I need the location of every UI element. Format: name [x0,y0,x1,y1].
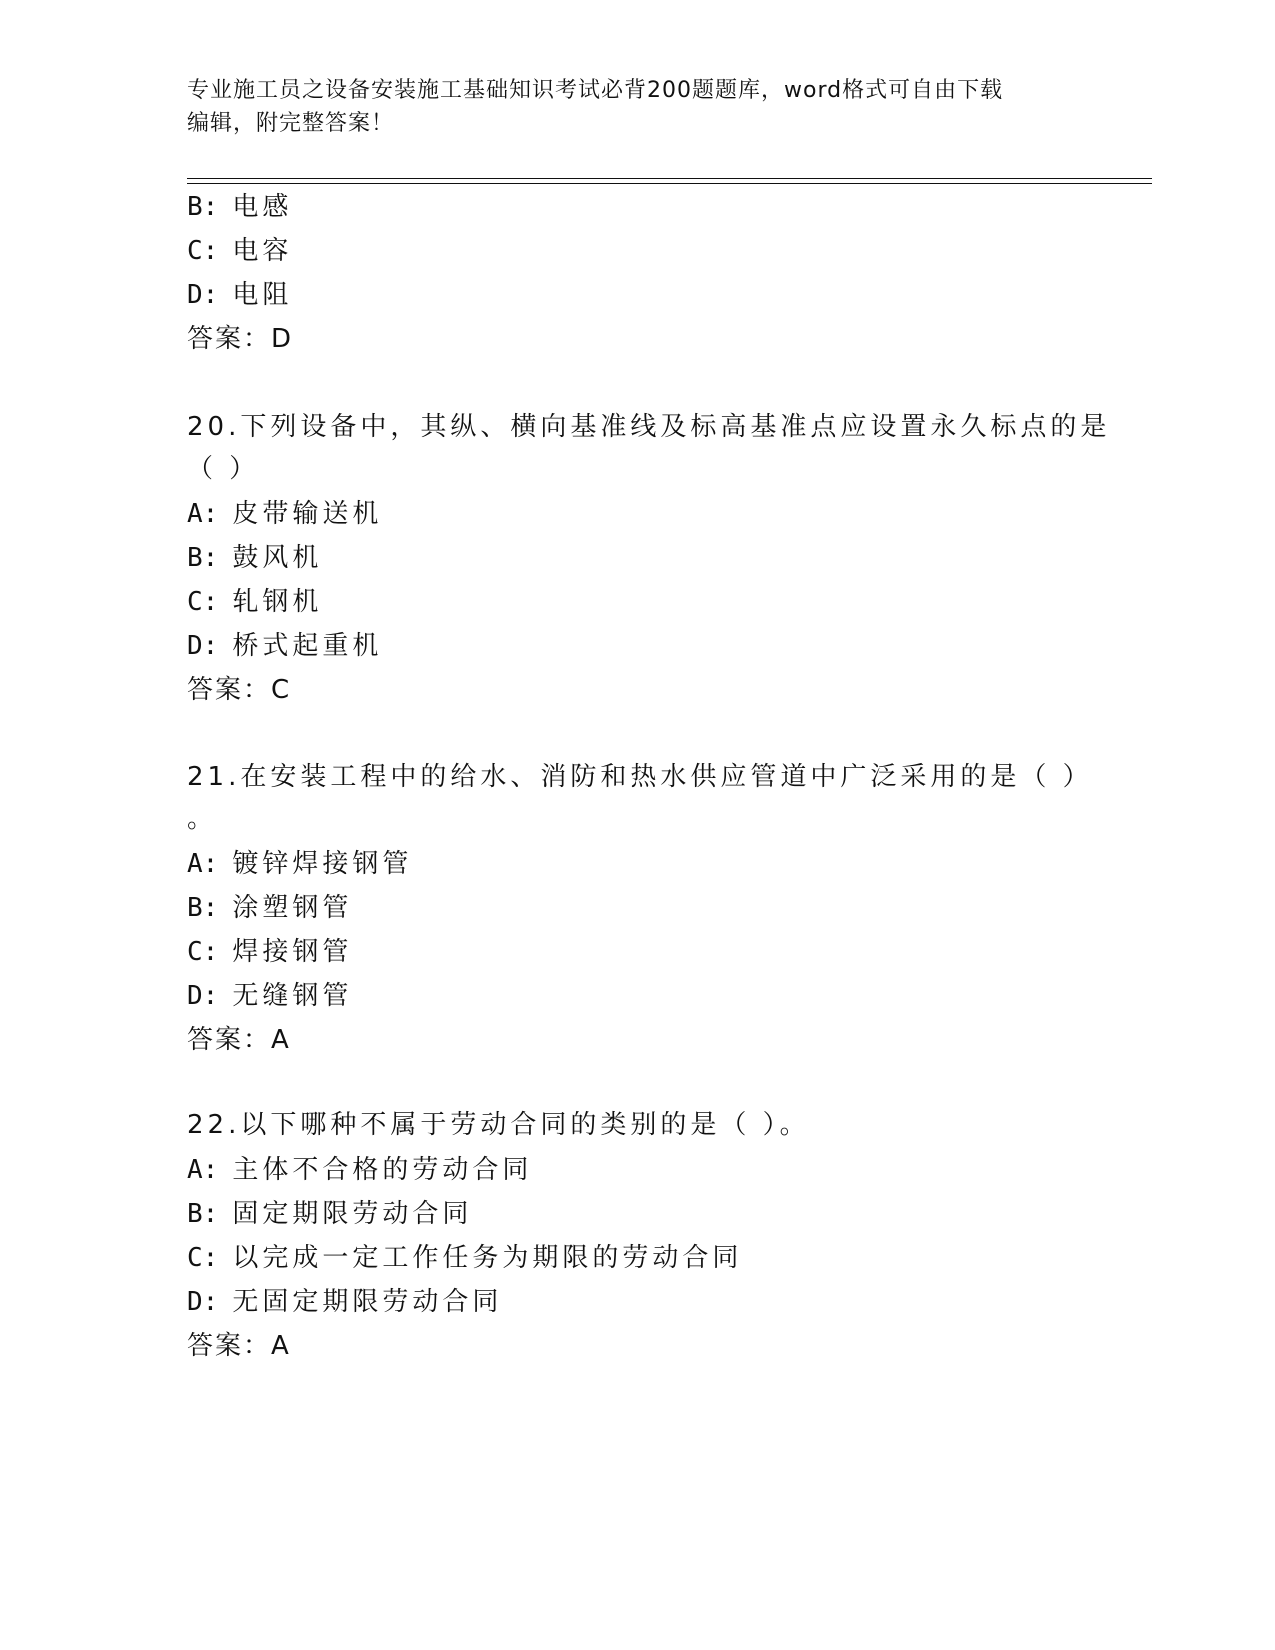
option-d [187,629,382,663]
answer-line: 答案：A [187,1025,291,1055]
option-letter: A: [187,849,219,879]
document-header [187,74,1087,140]
option-c [187,234,292,268]
option-c [187,585,322,619]
question-20-text: 20.下列设备中，其纵、横向基准线及标高基准点应设置永久标点的是 [187,412,1111,442]
option-letter: C: [187,236,219,266]
option-letter: B: [187,192,219,222]
option-text: 皮带输送机 [232,499,383,529]
option-letter: C: [187,1243,219,1273]
option-a [187,1153,532,1187]
option-text: 固定期限劳动合同 [232,1199,473,1229]
option-letter: D: [187,631,219,661]
option-b [187,1197,472,1231]
option-text: 以完成一定工作任务为期限的劳动合同 [232,1243,743,1273]
option-d [187,1285,502,1319]
option-letter: C: [187,587,219,617]
option-text: 涂塑钢管 [232,893,353,923]
header-line-2: 编辑，附完整答案！ [187,111,395,136]
option-text: 轧钢机 [232,587,323,617]
option-letter: B: [187,543,219,573]
option-letter: B: [187,893,219,923]
option-letter: D: [187,280,219,310]
option-letter: B: [187,1199,219,1229]
option-text: 无固定期限劳动合同 [232,1287,503,1317]
question-21-text: 21.在安装工程中的给水、消防和热水供应管道中广泛采用的是（ ） [187,762,1093,792]
option-b [187,190,292,224]
option-text: 电容 [232,236,293,266]
option-text: 无缝钢管 [232,981,353,1011]
option-c [187,935,352,969]
header-line-1: 专业施工员之设备安装施工基础知识考试必背200题题库，word格式可自由下载 [187,78,1004,103]
option-text: 电阻 [232,280,293,310]
option-text: 焊接钢管 [232,937,353,967]
option-text: 主体不合格的劳动合同 [232,1155,533,1185]
option-d [187,278,292,312]
answer-line: 答案：C [187,675,292,705]
answer-line: 答案：D [187,324,294,354]
option-letter: D: [187,981,219,1011]
option-b [187,541,322,575]
header-divider-bottom [187,183,1152,184]
answer-line: 答案：A [187,1331,291,1361]
option-text: 桥式起重机 [232,631,383,661]
question-21-punctuation: 。 [187,804,218,834]
option-letter: D: [187,1287,219,1317]
option-text: 鼓风机 [232,543,323,573]
header-divider-top [187,178,1152,179]
option-letter: A: [187,1155,219,1185]
option-c [187,1241,742,1275]
question-20-bracket: （ ） [187,454,260,484]
option-text: 电感 [232,192,293,222]
question-22-text: 22.以下哪种不属于劳动合同的类别的是（ ）。 [187,1110,810,1140]
option-text: 镀锌焊接钢管 [232,849,413,879]
option-a [187,847,412,881]
option-letter: A: [187,499,219,529]
option-d [187,979,352,1013]
option-a [187,497,382,531]
option-letter: C: [187,937,219,967]
option-b [187,891,352,925]
